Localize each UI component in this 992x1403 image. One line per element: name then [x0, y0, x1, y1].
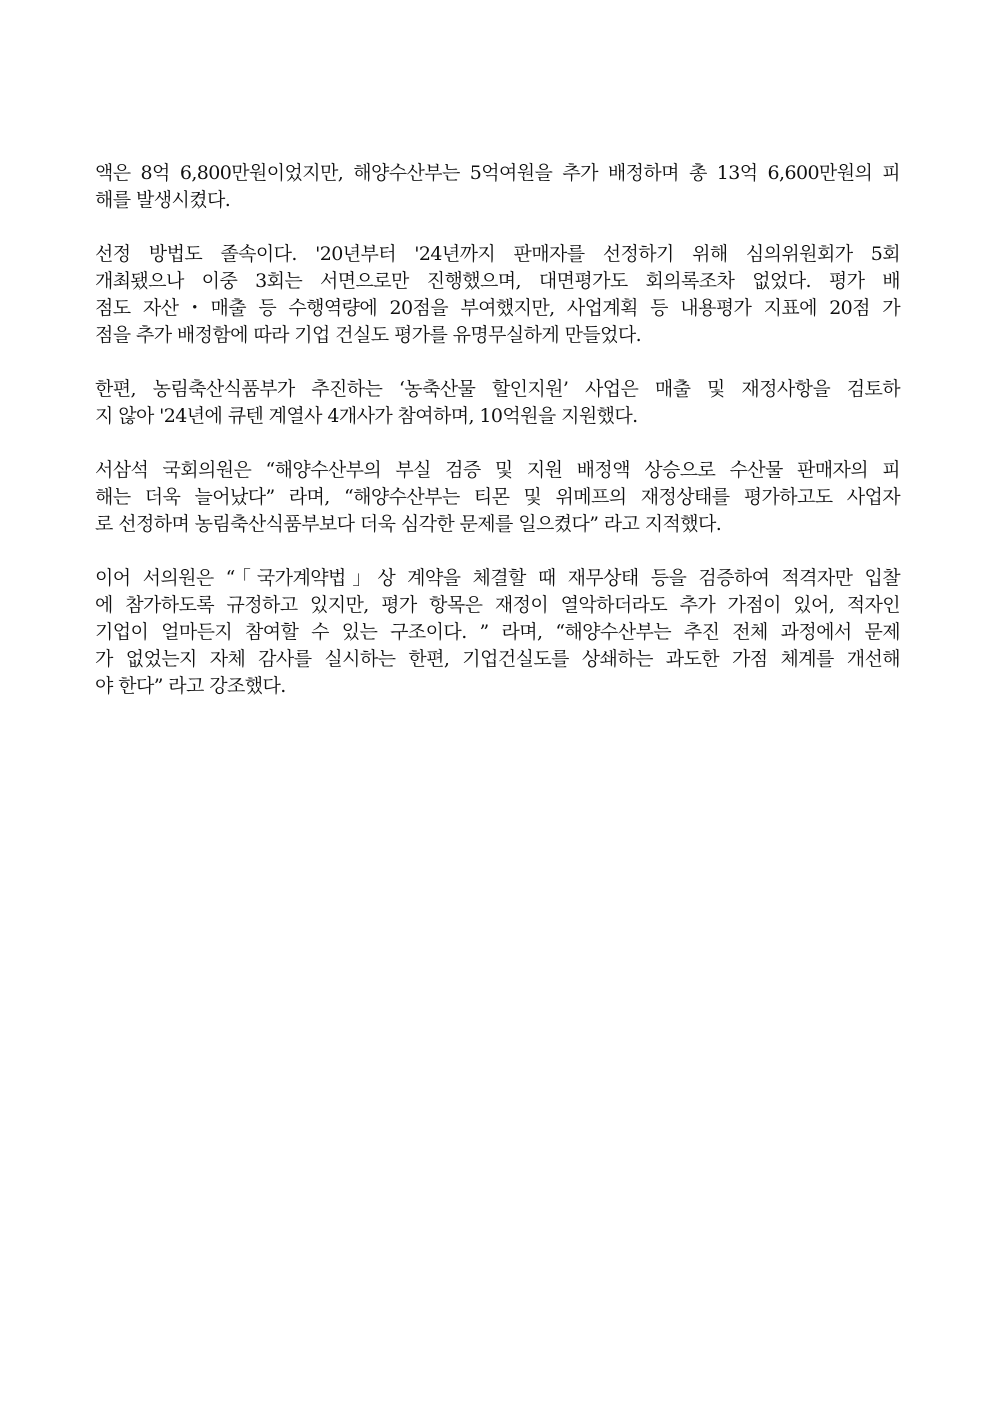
text-line: 해는 더욱 늘어났다” 라며, “해양수산부는 티몬 및 위메프의 재정상태를 평가하고도 사업자: [95, 486, 900, 508]
text-line: 액은 8억 6,800만원이었지만, 해양수산부는 5억여원을 추가 배정하며 총 13억 6,600만원의 피: [95, 162, 900, 184]
text-line: 해를 발생시켰다.: [95, 189, 231, 211]
text-line: 야 한다” 라고 강조했다.: [95, 675, 286, 697]
text-line: 기업이 얼마든지 참여할 수 있는 구조이다. ” 라며, “해양수산부는 추진 전체 과정에서 문제: [95, 621, 900, 643]
text-line: 지 않아 '24년에 큐텐 계열사 4개사가 참여하며, 10억원을 지원했다.: [95, 405, 638, 427]
text-line: 이어 서의원은 “「국가계약법」상 계약을 체결할 때 재무상태 등을 검증하여 적격자만 입찰: [95, 567, 900, 589]
text-line: 선정 방법도 졸속이다. '20년부터 '24년까지 판매자를 선정하기 위해 심의위원회가 5회: [95, 243, 900, 265]
text-line: 로 선정하며 농림축산식품부보다 더욱 심각한 문제를 일으켰다” 라고 지적했다.: [95, 513, 722, 535]
document-body: [95, 160, 900, 727]
paragraph-lawmaker-statement: [95, 457, 900, 538]
paragraph-lawmaker-emphasis: [95, 565, 900, 700]
text-line: 점을 추가 배정함에 따라 기업 건실도 평가를 유명무실하게 만들었다.: [95, 324, 642, 346]
text-line: 가 없었는지 자체 감사를 실시하는 한편, 기업건실도를 상쇄하는 과도한 가점 체계를 개선해: [95, 648, 900, 670]
text-line: 개최됐으나 이중 3회는 서면으로만 진행했으며, 대면평가도 회의록조차 없었다. 평가 배: [95, 270, 900, 292]
text-line: 점도 자산・매출 등 수행역량에 20점을 부여했지만, 사업계획 등 내용평가 지표에 20점 가: [95, 297, 900, 319]
text-line: 한편, 농림축산식품부가 추진하는 ‘농축산물 할인지원’ 사업은 매출 및 재정사항을 검토하: [95, 378, 900, 400]
text-line: 서삼석 국회의원은 “해양수산부의 부실 검증 및 지원 배정액 상승으로 수산물 판매자의 피: [95, 459, 900, 481]
paragraph-agriculture-ministry: [95, 376, 900, 430]
paragraph-damage-amount: [95, 160, 900, 214]
paragraph-selection-method: [95, 241, 900, 349]
text-line: 에 참가하도록 규정하고 있지만, 평가 항목은 재정이 열악하더라도 추가 가점이 있어, 적자인: [95, 594, 900, 616]
